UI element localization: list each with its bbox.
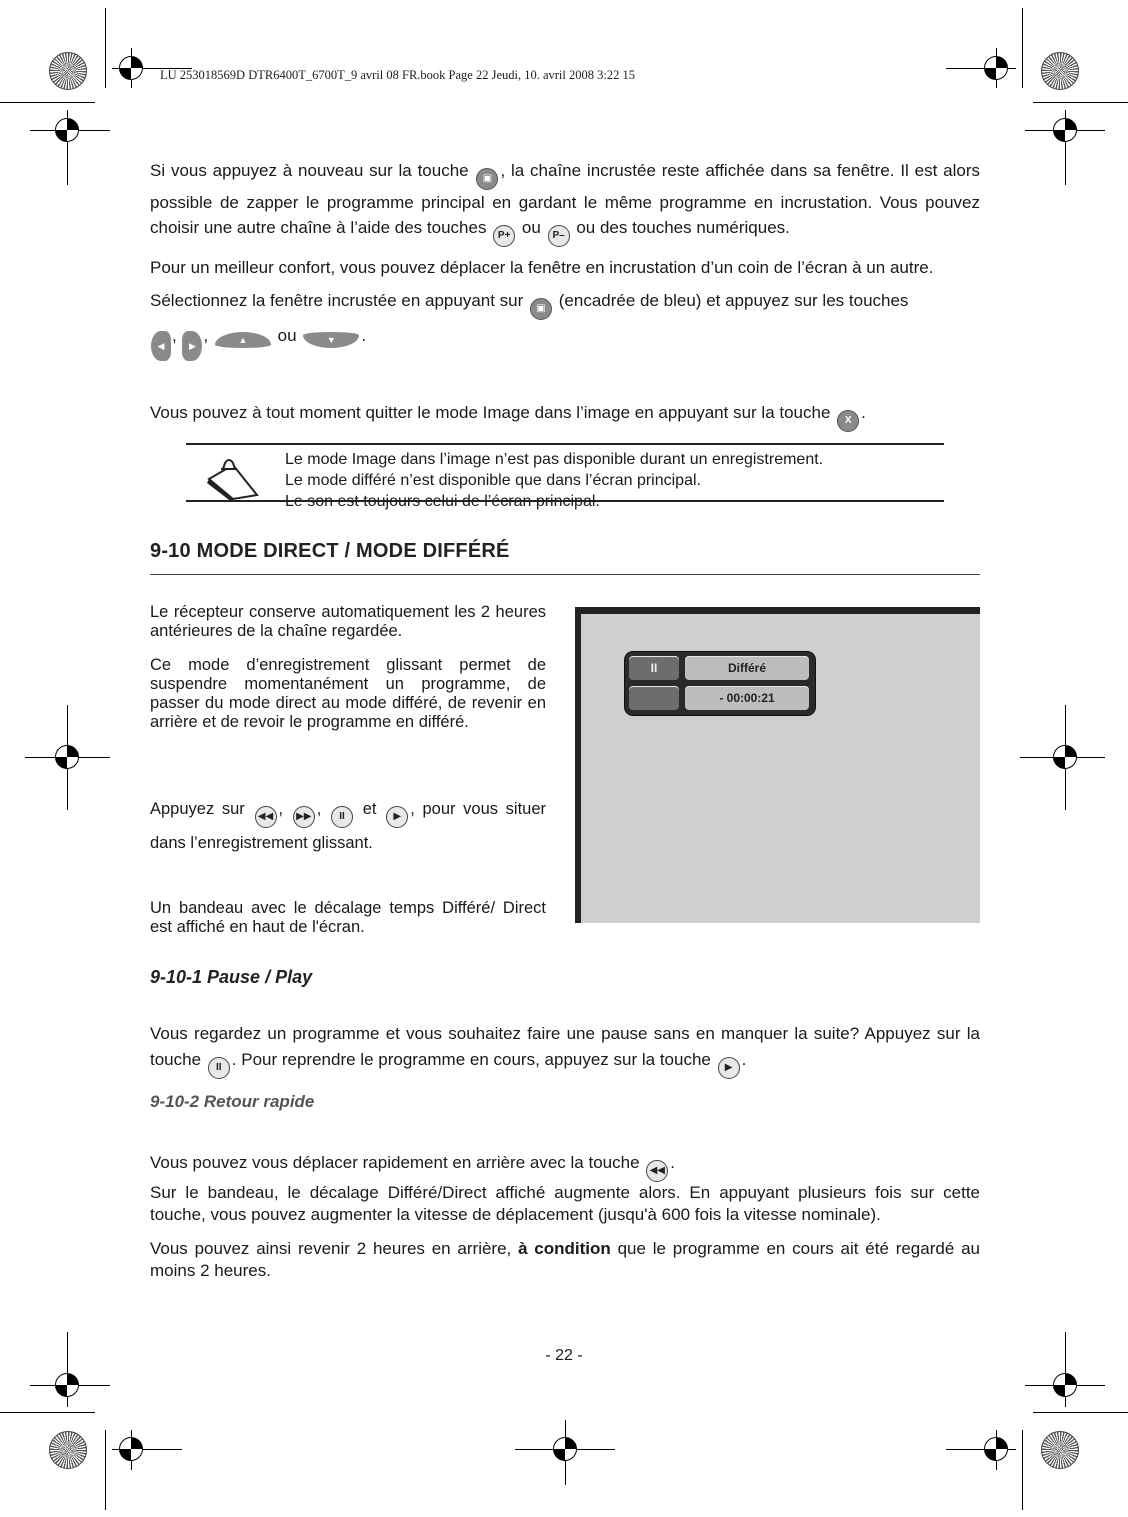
intro-paragraph: Vous pouvez à tout moment quitter le mode Image dans l’image en appuyant sur la touche X . <box>150 400 980 432</box>
right-arrow-key-icon: ▶ <box>182 331 202 361</box>
timeshift-banner <box>625 652 815 715</box>
registration-starburst-icon <box>1041 52 1079 90</box>
crop-mark <box>0 102 95 103</box>
intro-text: (encadrée de bleu) et appuyez sur les touches <box>558 291 909 310</box>
time-offset: - 00:00:21 <box>685 686 809 710</box>
subsection-title: 9-10-1 Pause / Play <box>150 967 313 987</box>
intro-paragraph <box>150 158 980 247</box>
section-left-column <box>150 656 546 732</box>
play-button-icon: ▶ <box>718 1057 740 1079</box>
note-line: Le son est toujours celui de l’écran principal. <box>285 493 600 510</box>
fast-forward-button-icon: ▶▶ <box>293 806 315 828</box>
registration-starburst-icon <box>49 52 87 90</box>
section-rule <box>150 574 980 575</box>
registration-target-icon <box>1053 118 1077 142</box>
note-line: Le mode Image dans l’image n’est pas disponible durant un enregistrement. <box>285 451 824 468</box>
intro-text: Vous pouvez à tout moment quitter le mode Image dans l’image en appuyant sur la touche <box>150 403 831 422</box>
registration-target-icon <box>55 118 79 142</box>
body-text: Un bandeau avec le décalage temps Différé/ Direct est affiché en haut de l'écran. <box>150 899 546 936</box>
crop-mark <box>1022 8 1023 88</box>
left-arrow-key-icon: ◀ <box>151 331 171 361</box>
subsection-title: 9-10-2 Retour rapide <box>150 1092 315 1111</box>
rewind-button-icon: ◀◀ <box>255 806 277 828</box>
rewind-paragraph: Vous pouvez ainsi revenir 2 heures en arrière, à condition que le programme en cours ait été regardé au moins 2 heures. <box>150 1239 980 1280</box>
section-left-column: Appuyez sur ◀◀ , ▶▶ , II et ▶ , pour vous situer dans l’enregistrement glissant. <box>150 800 547 852</box>
print-header: LU 253018569D DTR6400T_6700T_9 avril 08 FR.book Page 22 Jeudi, 10. avril 2008 3:22 15 <box>160 68 635 82</box>
page-number: - 22 - <box>545 1347 583 1364</box>
body-text: Le récepteur conserve automatiquement les 2 heures antérieures de la chaîne regardée. <box>150 603 546 640</box>
note-bottom-rule <box>186 500 944 502</box>
body-text: Ce mode d’enregistrement glissant permet de suspendre momentanément un programme, de passer du mode direct au mode différé, de revenir en arrière et de revoir le programme en différé. <box>150 656 546 731</box>
crop-mark <box>105 1430 106 1510</box>
program-up-button-icon: P+ <box>493 225 515 247</box>
registration-starburst-icon <box>1041 1431 1079 1469</box>
pause-button-icon: II <box>208 1057 230 1079</box>
registration-target-icon <box>984 56 1008 80</box>
intro-paragraph <box>150 255 980 280</box>
registration-target-icon <box>553 1437 577 1461</box>
tv-screen-illustration <box>575 607 980 923</box>
registration-starburst-icon <box>49 1431 87 1469</box>
program-down-button-icon: P– <box>548 225 570 247</box>
banner-empty-cell <box>629 686 679 710</box>
registration-target-icon <box>1053 745 1077 769</box>
note-text <box>285 449 823 512</box>
pip-button-icon: ▣ <box>530 298 552 320</box>
note-clipboard-icon <box>203 457 263 497</box>
section-left-column <box>150 899 546 937</box>
exit-button-icon: X <box>837 410 859 432</box>
mode-label: Différé <box>685 656 809 680</box>
down-arrow-key-icon: ▼ <box>303 332 359 348</box>
pause-button-icon: II <box>331 806 353 828</box>
crop-mark <box>105 8 106 88</box>
rewind-button-icon: ◀◀ <box>646 1160 668 1182</box>
registration-target-icon <box>119 1437 143 1461</box>
registration-target-icon <box>55 1373 79 1397</box>
note-line: Le mode différé n’est disponible que dans l’écran principal. <box>285 472 701 489</box>
registration-target-icon <box>1053 1373 1077 1397</box>
registration-target-icon <box>984 1437 1008 1461</box>
intro-text: ou des touches numériques. <box>576 218 790 237</box>
intro-text: , la chaîne incrustée reste affichée dans sa fenêtre. Il est alors possible de zapper le programme principal en gardant le même programme en incrustation. Vous pouvez choisir une autre chaîne à l’aide des touches <box>150 161 980 237</box>
rewind-paragraph: Vous pouvez vous déplacer rapidement en arrière avec la touche ◀◀ . <box>150 1150 980 1182</box>
play-button-icon: ▶ <box>386 806 408 828</box>
intro-paragraph <box>150 288 980 320</box>
intro-text: Si vous appuyez à nouveau sur la touche <box>150 161 469 180</box>
rewind-paragraph: Sur le bandeau, le décalage Différé/Direct affiché augmente alors. En appuyant plusieurs fois sur cette touche, vous pouvez augmenter la vitesse de déplacement (jusqu'à 600 fois la vitesse nominale). <box>150 1183 980 1224</box>
intro-text: Sélectionnez la fenêtre incrustée en appuyant sur <box>150 291 524 310</box>
crop-mark <box>1033 1412 1128 1413</box>
navigation-keys: ◀, ▶, ▲ ou ▼ . <box>150 326 366 361</box>
section-title: 9-10 MODE DIRECT / MODE DIFFÉRÉ <box>150 540 510 562</box>
crop-mark <box>1033 102 1128 103</box>
crop-mark <box>0 1412 95 1413</box>
intro-text: Pour un meilleur confort, vous pouvez déplacer la fenêtre en incrustation d’un coin de l’écran à un autre. <box>150 258 934 277</box>
crop-mark <box>1022 1430 1023 1510</box>
up-arrow-key-icon: ▲ <box>215 332 271 348</box>
pause-play-paragraph: Vous regardez un programme et vous souhaitez faire une pause sans en manquer la suite? Appuyez sur la touche II . Pour reprendre le programme en cours, appuyez sur la touche ▶ . <box>150 1021 980 1079</box>
pause-indicator: II <box>629 656 679 680</box>
registration-target-icon <box>119 56 143 80</box>
intro-text: ou <box>521 218 541 237</box>
pip-button-icon: ▣ <box>476 168 498 190</box>
note-top-rule <box>186 443 944 445</box>
section-left-column <box>150 603 546 641</box>
registration-target-icon <box>55 745 79 769</box>
